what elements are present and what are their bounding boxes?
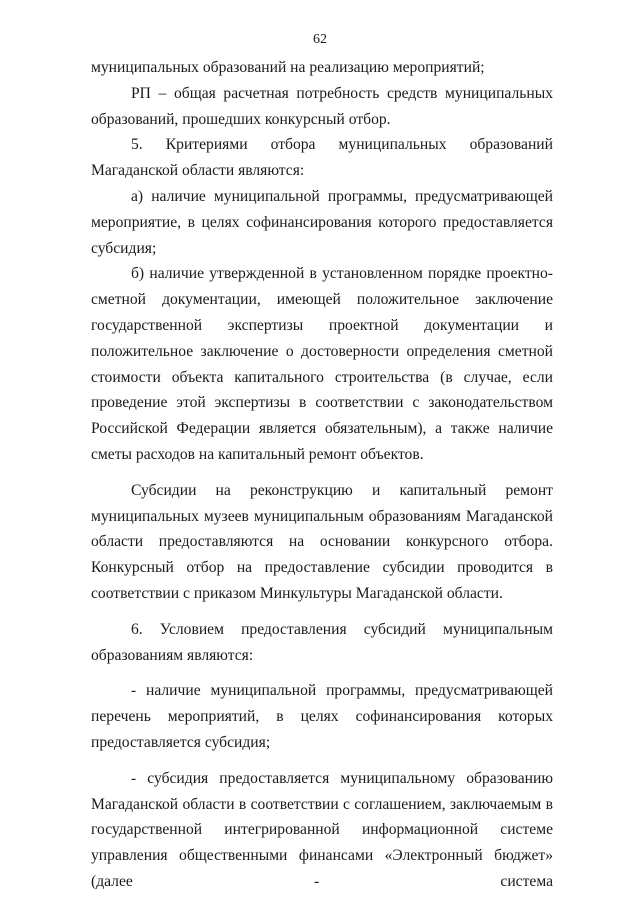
paragraph-museum-subsidies: Субсидии на реконструкцию и капитальный ремонт муниципальных музеев муниципальным образованиям Магаданской области предоставляются на основании конкурсного отбора. Конкурсный отбор на предоставление субсидии проводится в соответствии с приказом Минкультуры Магаданской области.	[91, 481, 553, 602]
paragraph-criterion-b: б) наличие утвержденной в установленном порядке проектно-сметной документации, имеющей положительное заключение государственной экспертизы проектной документации и положительное заключение о достоверности определения сметной стоимости объекта капитального строительства (в случае, если проведение этой экспертизы в соответствии с законодательством Российской Федерации является обязательным), а также наличие сметы расходов на капитальный ремонт объектов.	[91, 265, 553, 463]
paragraph-conditions-heading: 6. Условием предоставления субсидий муниципальным образованиям являются:	[91, 620, 553, 664]
document-body	[91, 55, 553, 895]
page-number: 62	[313, 32, 327, 47]
paragraph-rp-definition: РП – общая расчетная потребность средств муниципальных образований, прошедших конкурсный отбор.	[91, 84, 553, 128]
paragraph-condition-agreement: - субсидия предоставляется муниципальному образованию Магаданской области в соответствии с соглашением, заключаемым в государственной интегрированной информационной системе управления общественными финансами «Электронный бюджет» (далее - система	[91, 769, 553, 890]
paragraph-criteria-heading: 5. Критериями отбора муниципальных образований Магаданской области являются:	[91, 136, 553, 180]
paragraph-condition-program: - наличие муниципальной программы, предусматривающей перечень мероприятий, в целях софинансирования которых предоставляется субсидия;	[91, 682, 553, 751]
paragraph-criterion-a: а) наличие муниципальной программы, предусматривающей мероприятие, в целях софинансирования которого предоставляется субсидия;	[91, 187, 553, 257]
paragraph-continuation: муниципальных образований на реализацию мероприятий;	[91, 59, 485, 76]
